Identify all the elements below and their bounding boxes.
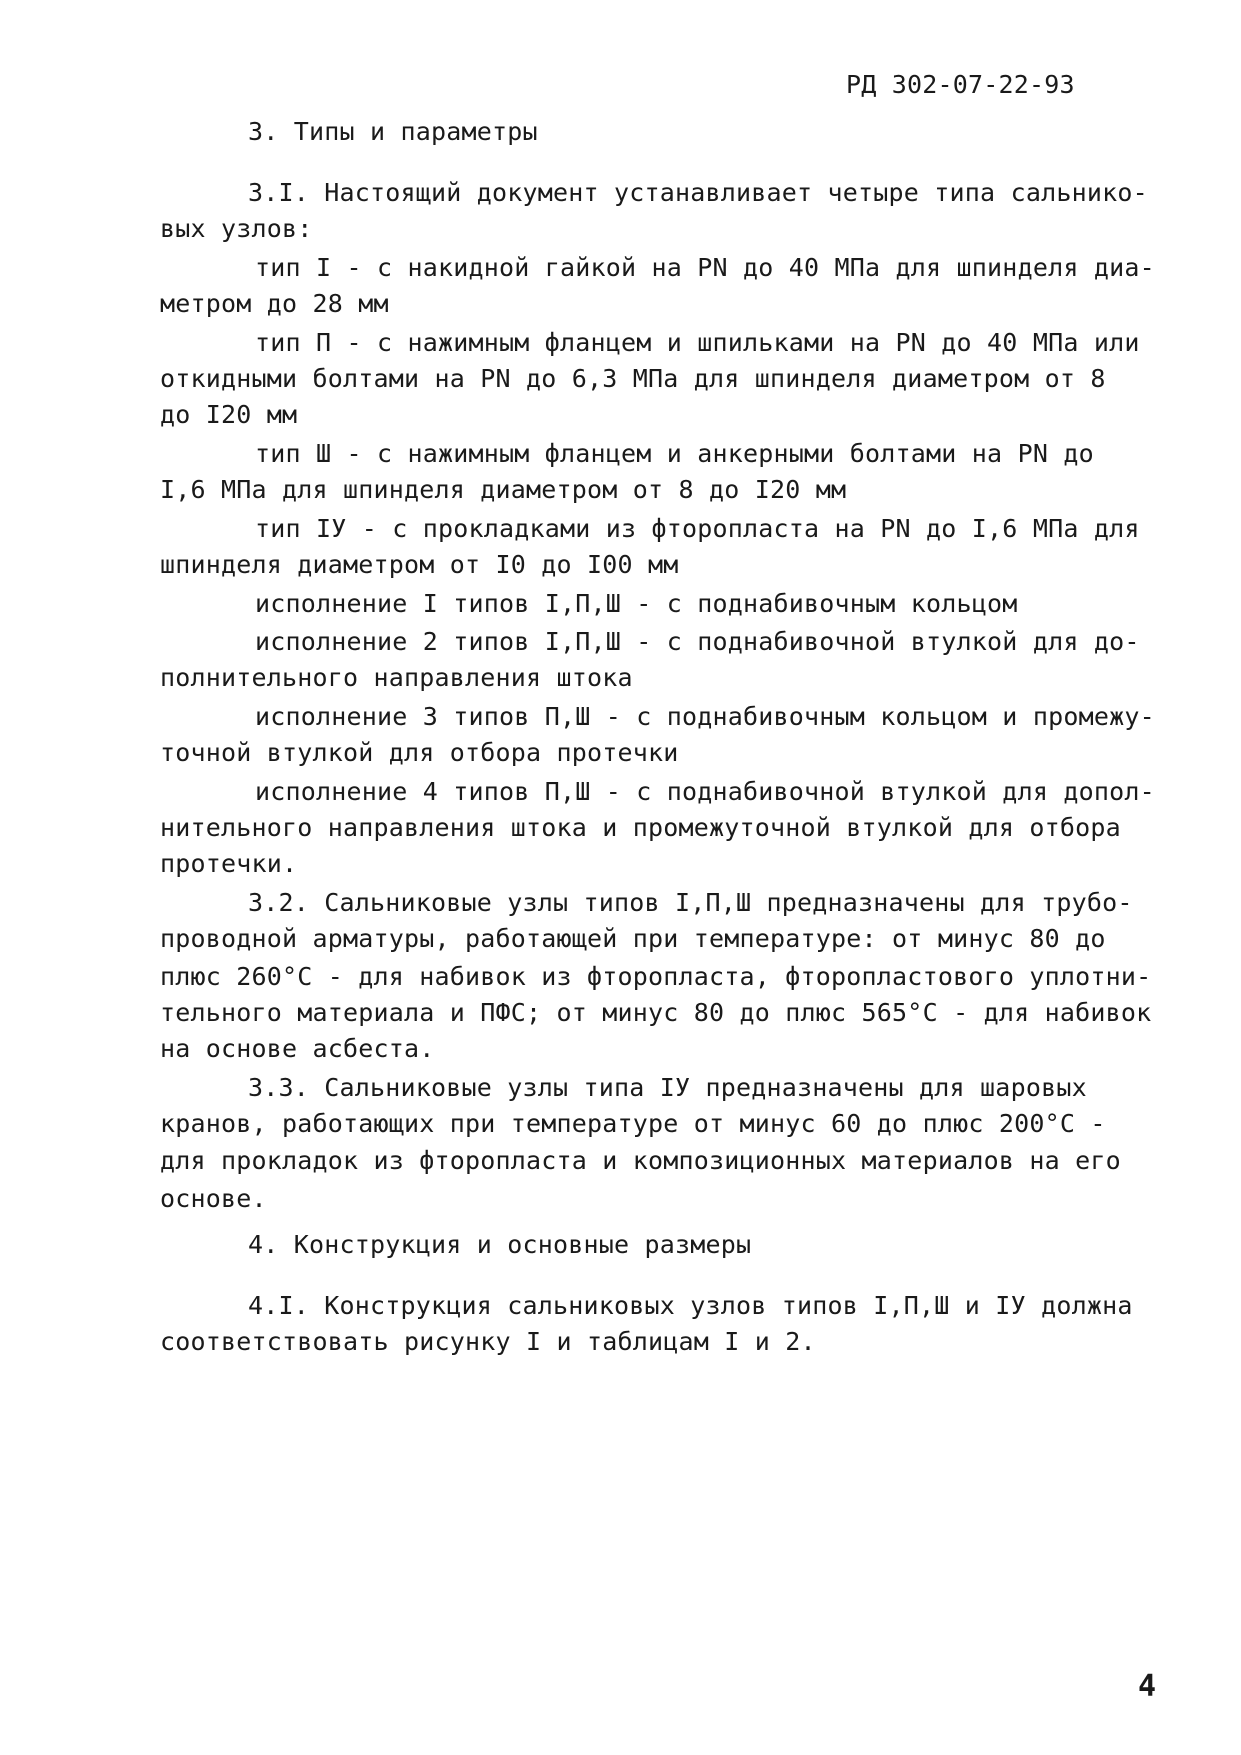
text-line: соответствовать рисунку I и таблицам I и 2. (160, 1327, 816, 1356)
text-line: вых узлов: (160, 214, 313, 243)
text-line: полнительного направления штока (160, 663, 633, 692)
text-line: I,6 МПа для шпинделя диаметром от 8 до I20 мм (160, 475, 847, 504)
text-line: кранов, работающих при температуре от минус 60 до плюс 200°С - (160, 1109, 1106, 1138)
text-line: тип IУ - с прокладками из фторопласта на PN до I,6 МПа для (255, 514, 1140, 543)
text-line: на основе асбеста. (160, 1034, 435, 1063)
text-line: 3.2. Сальниковые узлы типов I,П,Ш предназначены для трубо- (248, 888, 1133, 917)
text-line: точной втулкой для отбора протечки (160, 738, 679, 767)
text-line: протечки. (160, 849, 298, 878)
page-number: 4 (1138, 1669, 1157, 1704)
text-line: до I20 мм (160, 400, 298, 429)
text-line: тип I - с накидной гайкой на PN до 40 МПа для шпинделя диа- (255, 253, 1155, 282)
text-line: тип П - с нажимным фланцем и шпильками на PN до 40 МПа или (255, 328, 1140, 357)
text-line: нительного направления штока и промежуточной втулкой для отбора (160, 813, 1121, 842)
text-line: исполнение 3 типов П,Ш - с поднабивочным кольцом и промежу- (255, 702, 1155, 731)
text-line: тельного материала и ПФС; от минус 80 до плюс 565°С - для набивок (160, 998, 1152, 1027)
text-line: шпинделя диаметром от I0 до I00 мм (160, 550, 679, 579)
text-line: исполнение I типов I,П,Ш - с поднабивочным кольцом (255, 589, 1018, 618)
text-line: 3.3. Сальниковые узлы типа IУ предназначены для шаровых (248, 1073, 1087, 1102)
text-line: метром до 28 мм (160, 289, 389, 318)
text-line: тип Ш - с нажимным фланцем и анкерными болтами на PN до (255, 439, 1094, 468)
text-line: откидными болтами на PN до 6,3 МПа для шпинделя диаметром от 8 (160, 364, 1106, 393)
text-line: проводной арматуры, работающей при температуре: от минус 80 до (160, 924, 1106, 953)
text-line: исполнение 2 типов I,П,Ш - с поднабивочной втулкой для до- (255, 627, 1140, 656)
document-code: РД 302-07-22-93 (846, 70, 1075, 99)
section-heading-3: 3. Типы и параметры (248, 117, 538, 146)
text-line: основе. (160, 1184, 267, 1213)
text-line: исполнение 4 типов П,Ш - с поднабивочной втулкой для допол- (255, 777, 1155, 806)
section-heading-4: 4. Конструкция и основные размеры (248, 1230, 752, 1259)
text-line: плюс 260°С - для набивок из фторопласта, фторопластового уплотни- (160, 962, 1152, 991)
text-line: 3.I. Настоящий документ устанавливает четыре типа сальнико- (248, 178, 1148, 207)
text-line: 4.I. Конструкция сальниковых узлов типов I,П,Ш и IУ должна (248, 1291, 1133, 1320)
text-line: для прокладок из фторопласта и композиционных материалов на его (160, 1146, 1121, 1175)
